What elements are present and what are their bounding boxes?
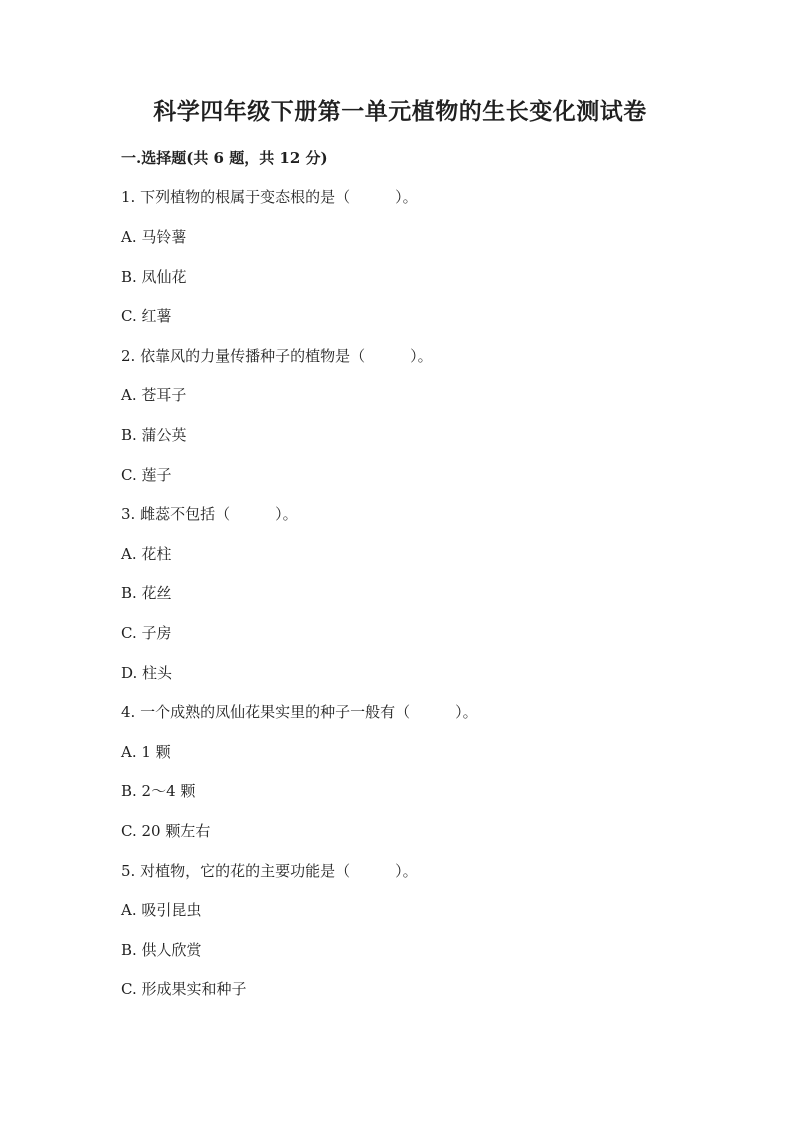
question-option: C. 红薯 (121, 307, 172, 325)
question-option: A. 花柱 (121, 545, 172, 563)
question-option: A. 1 颗 (121, 743, 171, 761)
page-title: 科学四年级下册第一单元植物的生长变化测试卷 (153, 98, 647, 125)
question-stem: 2. 依靠风的力量传播种子的植物是（ ）。 (121, 347, 433, 365)
question-stem: 5. 对植物，它的花的主要功能是（ ）。 (121, 862, 418, 880)
question-option: B. 2～4 颗 (121, 782, 196, 800)
question-option: A. 吸引昆虫 (121, 901, 202, 919)
question-option: B. 凤仙花 (121, 268, 187, 286)
section-heading: 一.选择题(共 6 题，共 12 分) (121, 149, 328, 167)
question-stem: 4. 一个成熟的凤仙花果实里的种子一般有（ ）。 (121, 703, 478, 721)
question-option: B. 花丝 (121, 584, 172, 602)
question-option: A. 苍耳子 (121, 386, 187, 404)
question-option: C. 莲子 (121, 466, 172, 484)
question-stem: 1. 下列植物的根属于变态根的是（ ）。 (121, 188, 418, 206)
question-option: B. 供人欣赏 (121, 941, 202, 959)
question-option: D. 柱头 (121, 664, 173, 682)
question-option: C. 子房 (121, 624, 172, 642)
question-option: A. 马铃薯 (121, 228, 187, 246)
question-stem: 3. 雌蕊不包括（ ）。 (121, 505, 298, 523)
question-option: B. 蒲公英 (121, 426, 187, 444)
question-option: C. 20 颗左右 (121, 822, 211, 840)
question-option: C. 形成果实和种子 (121, 980, 247, 998)
